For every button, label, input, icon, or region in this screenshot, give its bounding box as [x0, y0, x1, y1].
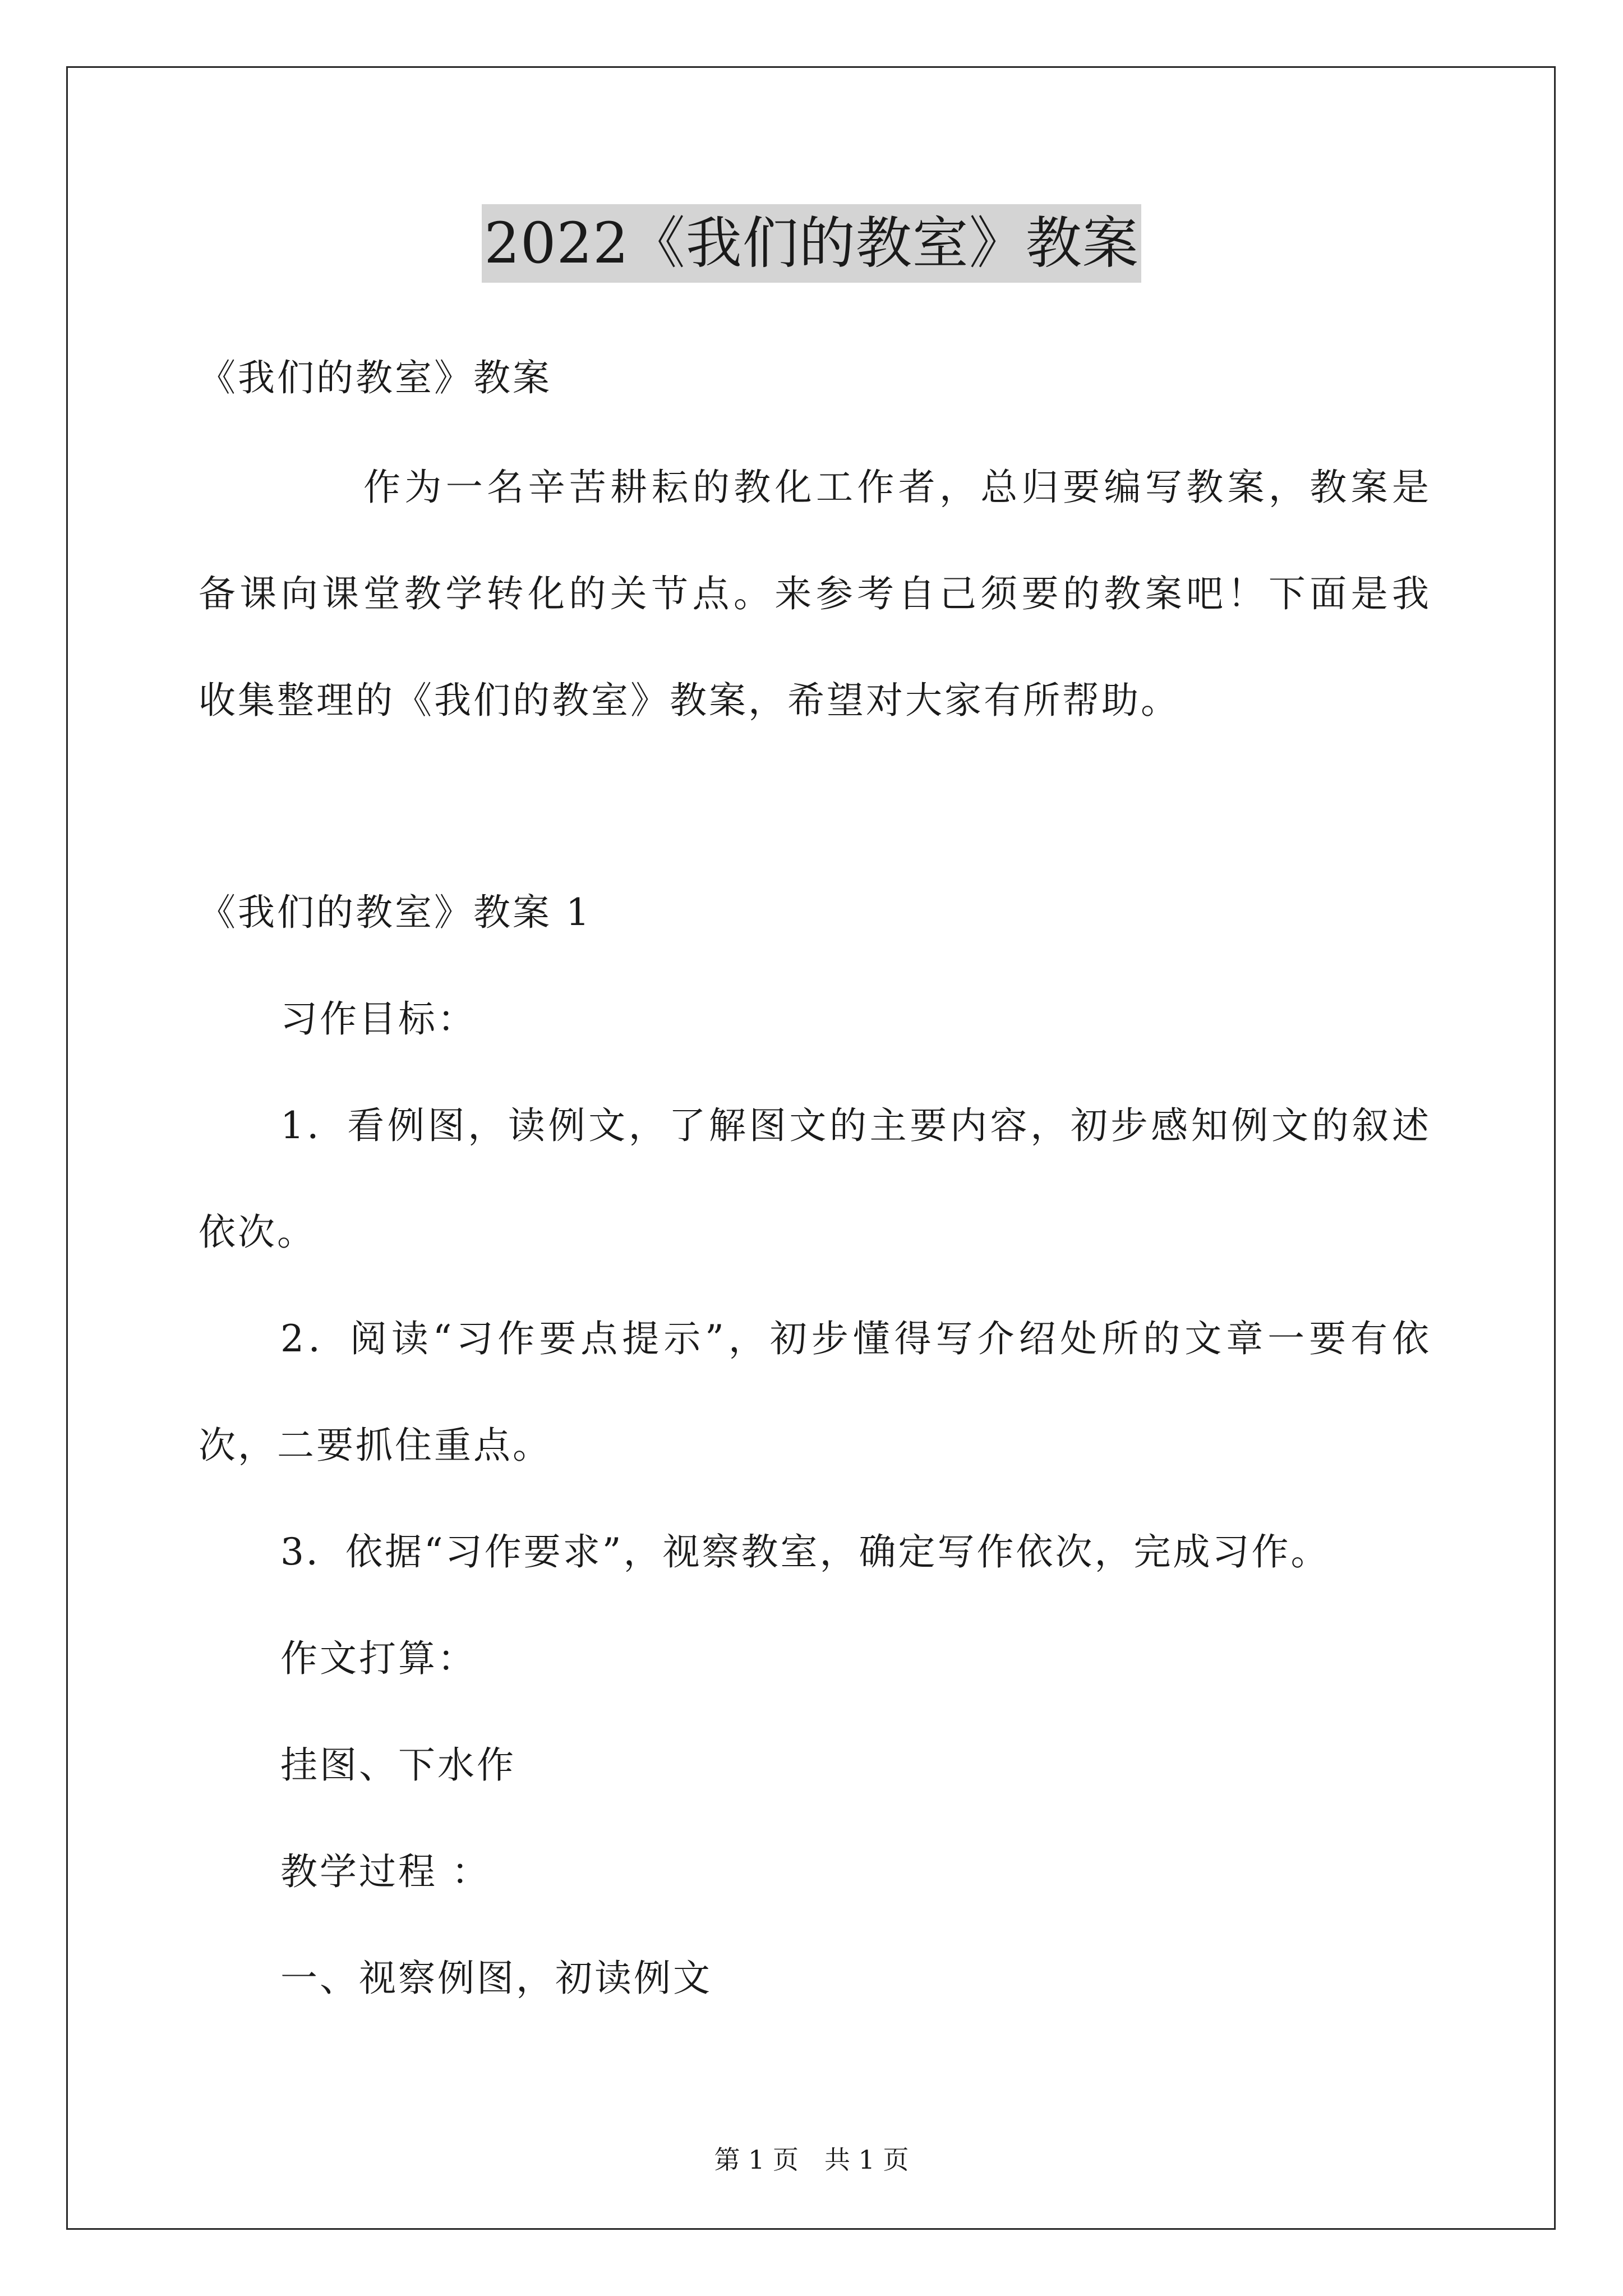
section-heading: 《我们的教室》教案 1 [199, 891, 592, 934]
document-subtitle: 《我们的教室》教案 [199, 356, 552, 399]
document-title: 2022《我们的教室》教案 [482, 204, 1141, 283]
objective-1-line-1: 1．看例图，读例文，了解图文的主要内容，初步感知例文的叙述 [280, 1104, 1429, 1147]
intro-line-2: 备课向课堂教学转化的关节点。来参考自己须要的教案吧！下面是我 [199, 572, 1429, 615]
step-1-heading: 一、视察例图，初读例文 [280, 1957, 712, 2000]
objective-2-line-2: 次，二要抓住重点。 [199, 1424, 552, 1467]
intro-line-3: 收集整理的《我们的教室》教案，希望对大家有所帮助。 [199, 679, 1180, 722]
process-label: 教学过程 ： [280, 1850, 491, 1893]
intro-line-1: 作为一名辛苦耕耘的教化工作者，总归要编写教案，教案是 [363, 466, 1429, 509]
document-title-block [0, 204, 1623, 283]
objective-2-line-1: 2．阅读“习作要点提示”，初步懂得写介绍处所的文章一要有依 [280, 1317, 1429, 1360]
prep-label: 作文打算： [280, 1637, 477, 1680]
objective-3: 3．依据“习作要求”，视察教室，确定写作依次，完成习作。 [280, 1530, 1330, 1573]
prep-items: 挂图、下水作 [280, 1743, 516, 1787]
objective-1-line-2: 依次。 [199, 1211, 316, 1254]
objectives-label: 习作目标： [280, 997, 477, 1041]
page-footer: 第 1 页 共 1 页 [714, 2145, 909, 2175]
